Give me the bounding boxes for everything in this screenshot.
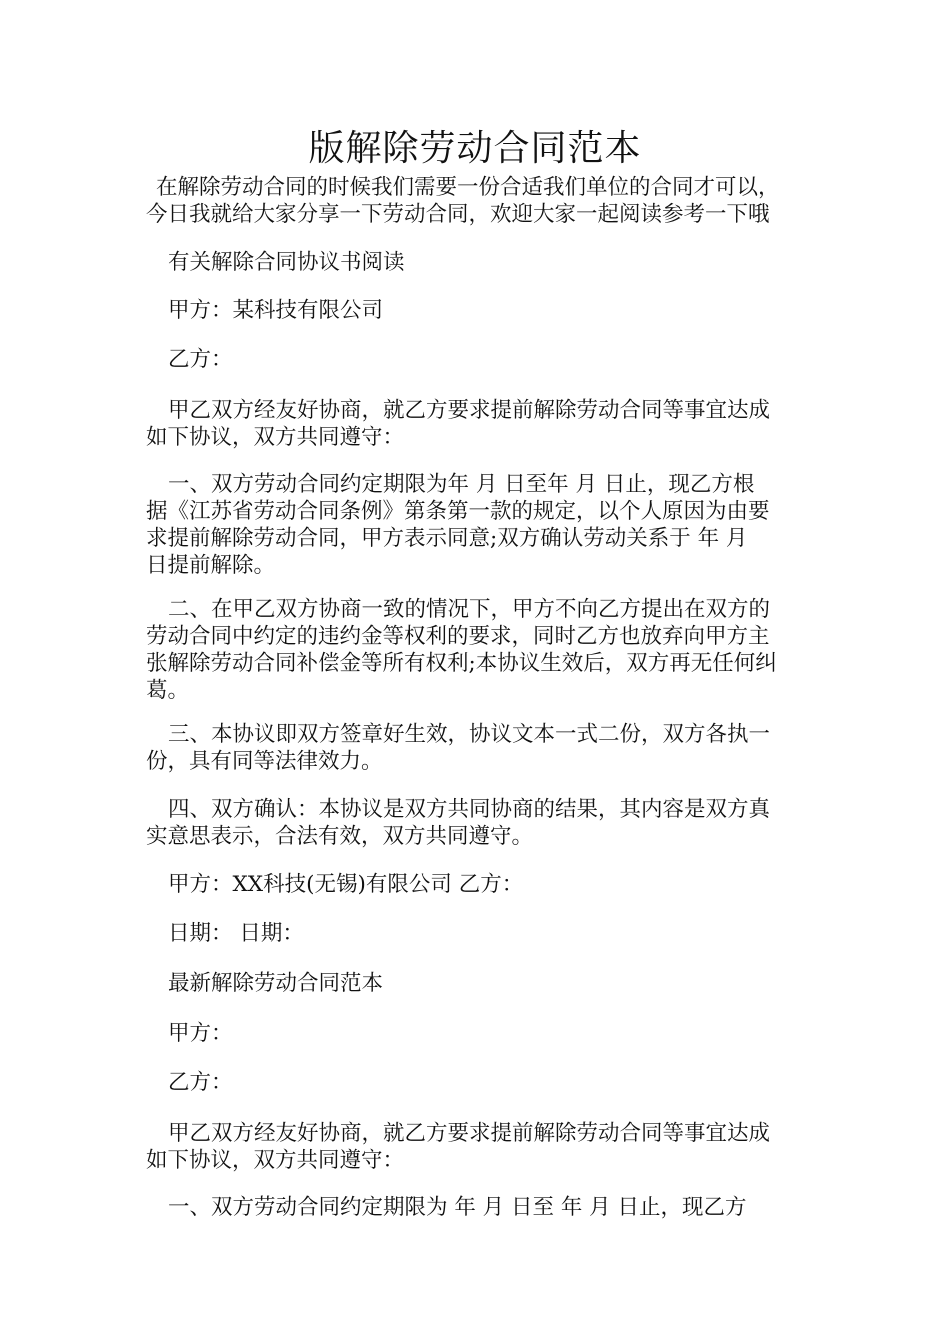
signature-dates-line bbox=[146, 920, 816, 947]
section-heading-agreement bbox=[146, 249, 816, 276]
paragraph-line: 份，具有同等法律效力。 bbox=[146, 749, 383, 774]
party-b-line bbox=[146, 346, 816, 373]
clause-3-paragraph bbox=[146, 721, 816, 775]
party-a-line-2 bbox=[146, 1020, 816, 1047]
intro-line: 今日我就给大家分享一下劳动合同，欢迎大家一起阅读参考一下哦 bbox=[146, 202, 770, 227]
paragraph-line: 二、在甲乙双方协商一致的情况下，甲方不向乙方提出在双方的 bbox=[168, 597, 771, 622]
agreement-intro-paragraph bbox=[146, 397, 816, 451]
paragraph-line: 葛。 bbox=[146, 678, 190, 703]
clause-1-paragraph bbox=[146, 471, 816, 579]
agreement-intro-paragraph-2 bbox=[146, 1120, 816, 1174]
paragraph-line: 劳动合同中约定的违约金等权利的要求，同时乙方也放弃向甲方主 bbox=[146, 624, 770, 649]
paragraph-line: 如下协议，双方共同遵守： bbox=[146, 425, 405, 450]
paragraph-line: 日期： 日期： bbox=[168, 921, 304, 946]
paragraph-line: 四、双方确认：本协议是双方共同协商的结果，其内容是双方真 bbox=[168, 797, 771, 822]
paragraph-line: 三、本协议即双方签章好生效，协议文本一式二份，双方各执一 bbox=[168, 722, 771, 747]
paragraph-line: 实意思表示，合法有效，双方共同遵守。 bbox=[146, 824, 534, 849]
intro-line: 在解除劳动合同的时候我们需要一份合适我们单位的合同才可以， bbox=[156, 175, 780, 200]
paragraph-line: 日提前解除。 bbox=[146, 553, 276, 578]
paragraph-line: 甲方： bbox=[168, 1021, 233, 1046]
paragraph-line: 乙方： bbox=[168, 347, 233, 372]
paragraph-line: 甲方：XX科技(无锡)有限公司 乙方： bbox=[168, 872, 524, 897]
paragraph-line: 甲乙双方经友好协商，就乙方要求提前解除劳动合同等事宜达成 bbox=[168, 1121, 771, 1146]
party-b-line-2 bbox=[146, 1069, 816, 1096]
paragraph-line: 最新解除劳动合同范本 bbox=[168, 971, 384, 996]
party-a-line bbox=[146, 297, 816, 324]
paragraph-line: 甲乙双方经友好协商，就乙方要求提前解除劳动合同等事宜达成 bbox=[168, 398, 771, 423]
section-heading-latest-template bbox=[146, 970, 816, 997]
paragraph-line: 据《江苏省劳动合同条例》第条第一款的规定，以个人原因为由要 bbox=[146, 499, 770, 524]
clause-4-paragraph bbox=[146, 796, 816, 850]
document-title: 版解除劳动合同范本 bbox=[308, 128, 642, 169]
paragraph-line: 甲方：某科技有限公司 bbox=[168, 298, 384, 323]
paragraph-line: 有关解除合同协议书阅读 bbox=[168, 250, 405, 275]
clause-1-paragraph-2 bbox=[146, 1194, 816, 1221]
paragraph-line: 一、双方劳动合同约定期限为 年 月 日至 年 月 日止，现乙方 bbox=[168, 1195, 747, 1220]
intro-paragraph bbox=[146, 174, 816, 228]
paragraph-line: 如下协议，双方共同遵守： bbox=[146, 1148, 405, 1173]
paragraph-line: 乙方： bbox=[168, 1070, 233, 1095]
clause-2-paragraph bbox=[146, 596, 816, 704]
signature-parties-line bbox=[146, 871, 816, 898]
paragraph-line: 一、双方劳动合同约定期限为年 月 日至年 月 日止，现乙方根 bbox=[168, 472, 755, 497]
paragraph-line: 求提前解除劳动合同，甲方表示同意;双方确认劳动关系于 年 月 bbox=[146, 526, 748, 551]
paragraph-line: 张解除劳动合同补偿金等所有权利;本协议生效后，双方再无任何纠 bbox=[146, 651, 777, 676]
